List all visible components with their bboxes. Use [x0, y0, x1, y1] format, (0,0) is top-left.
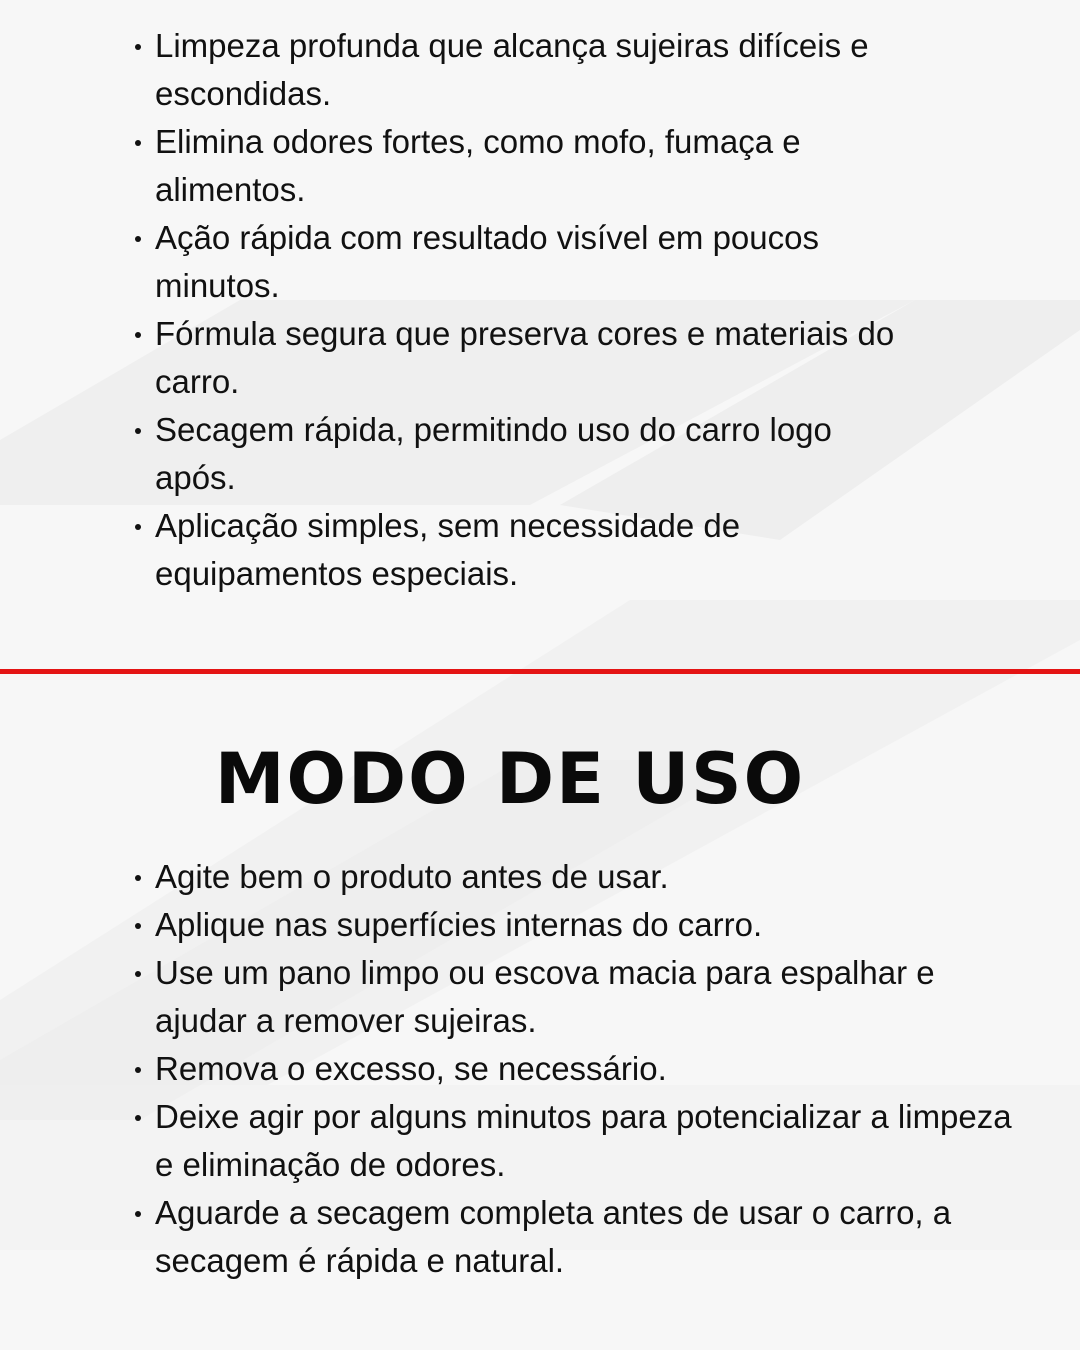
usage-step-item: Aplique nas superfícies internas do carro. [155, 901, 1025, 949]
usage-section-title: MODO DE USO [214, 738, 806, 820]
usage-step-item: Remova o excesso, se necessário. [155, 1045, 1025, 1093]
usage-step-item: Use um pano limpo ou escova macia para espalhar e ajudar a remover sujeiras. [155, 949, 1025, 1045]
benefit-item: Fórmula segura que preserva cores e materiais do carro. [155, 310, 915, 406]
usage-step-item: Aguarde a secagem completa antes de usar o carro, a secagem é rápida e natural. [155, 1189, 1025, 1285]
usage-step-item: Agite bem o produto antes de usar. [155, 853, 1025, 901]
benefit-item: Elimina odores fortes, como mofo, fumaça e alimentos. [155, 118, 915, 214]
benefit-item: Ação rápida com resultado visível em poucos minutos. [155, 214, 915, 310]
benefit-item: Aplicação simples, sem necessidade de equipamentos especiais. [155, 502, 915, 598]
section-divider [0, 669, 1080, 674]
benefits-list [155, 22, 915, 598]
usage-steps-list [155, 853, 1025, 1285]
usage-step-item: Deixe agir por alguns minutos para potencializar a limpeza e eliminação de odores. [155, 1093, 1025, 1189]
benefit-item: Limpeza profunda que alcança sujeiras difíceis e escondidas. [155, 22, 915, 118]
benefit-item: Secagem rápida, permitindo uso do carro logo após. [155, 406, 915, 502]
